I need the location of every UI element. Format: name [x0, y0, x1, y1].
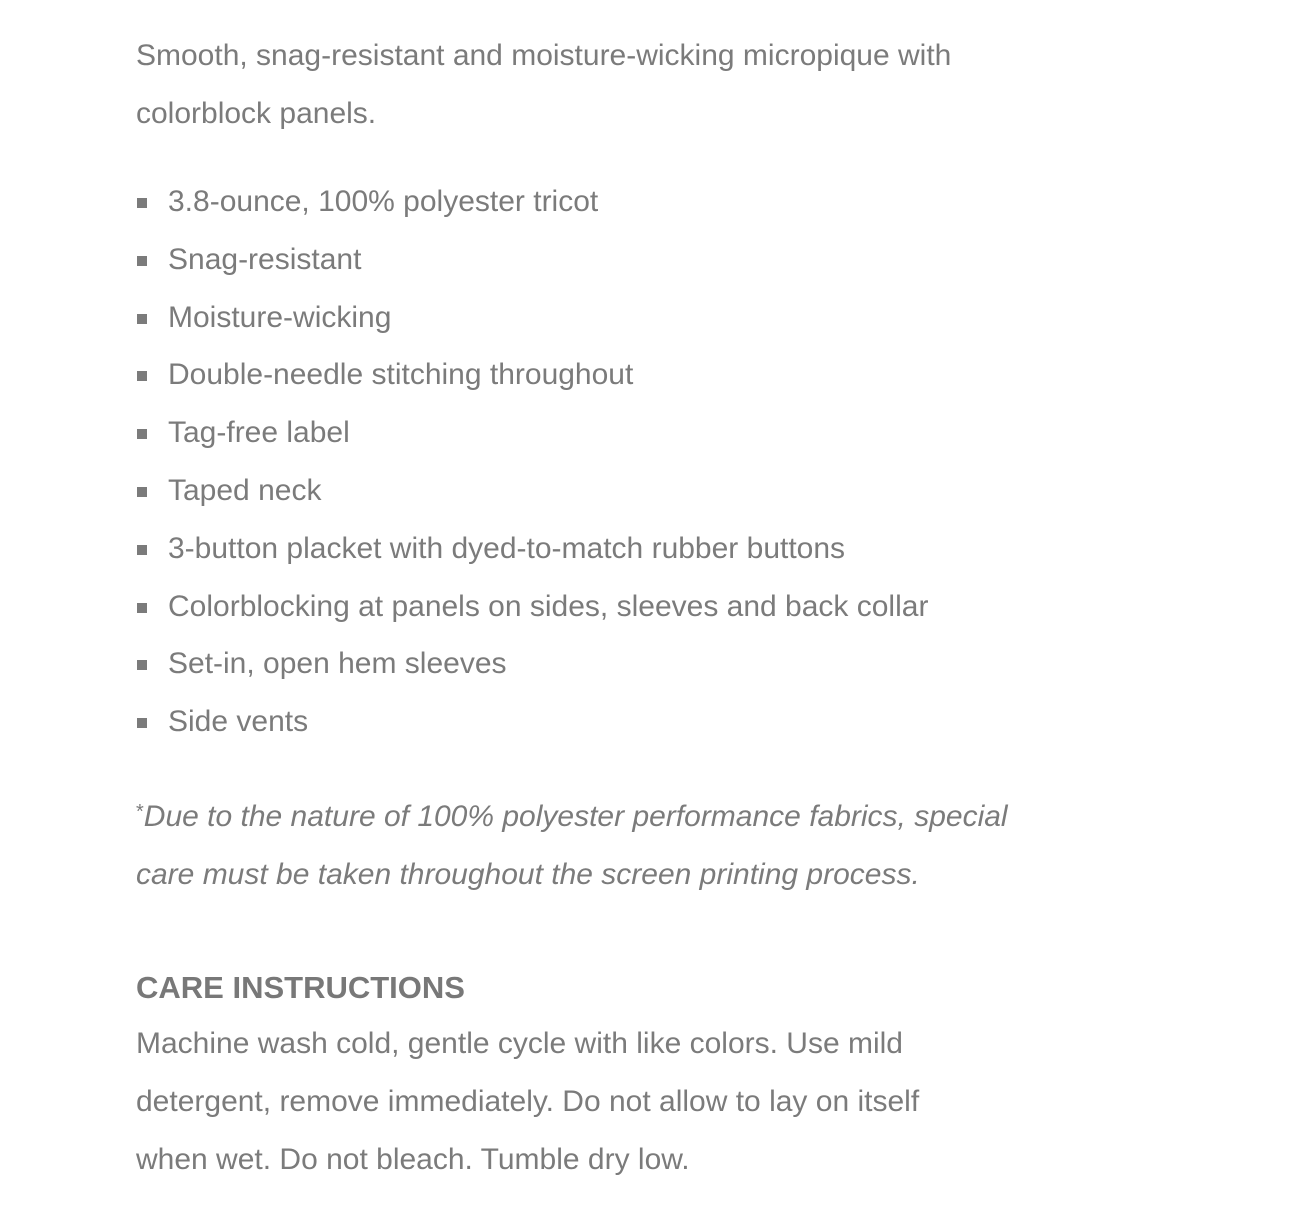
feature-text: Snag-resistant [168, 242, 362, 276]
square-bullet-icon [137, 314, 147, 324]
list-item [136, 520, 928, 578]
list-item [136, 635, 928, 693]
feature-text: 3.8-ounce, 100% polyester tricot [168, 185, 599, 218]
note-asterisk: * [136, 801, 144, 823]
product-description [136, 27, 1036, 1176]
list-item [136, 462, 928, 520]
list-item [136, 173, 928, 231]
feature-text: Taped neck [168, 473, 322, 507]
square-bullet-icon [137, 487, 147, 497]
square-bullet-icon [137, 256, 147, 266]
feature-text: Double-needle stitching throughout [168, 358, 634, 392]
feature-text: Set-in, open hem sleeves [168, 647, 507, 681]
square-bullet-icon [137, 660, 147, 670]
list-item [136, 404, 928, 462]
feature-text: Colorblocking at panels on sides, sleeves and back collar [168, 589, 929, 623]
square-bullet-icon [137, 603, 147, 613]
care-instructions-heading: CARE INSTRUCTIONS [136, 970, 465, 1005]
square-bullet-icon [137, 545, 147, 555]
feature-text: Tag-free label [168, 416, 350, 450]
list-item [136, 289, 928, 347]
feature-text: Side vents [168, 705, 309, 739]
care-instructions-text: Machine wash cold, gentle cycle with like colors. Use mild detergent, remove immediately. Do not allow to lay on itself when wet. Do not bleach. Tumble dry low. [136, 1027, 920, 1176]
square-bullet-icon [137, 198, 147, 208]
list-item [136, 693, 928, 751]
square-bullet-icon [137, 718, 147, 728]
printing-note [136, 783, 1036, 904]
intro-paragraph: Smooth, snag-resistant and moisture-wicking micropique with colorblock panels. [136, 39, 952, 130]
feature-text: Moisture-wicking [168, 300, 392, 334]
feature-list [136, 173, 928, 751]
note-text: Due to the nature of 100% polyester performance fabrics, special care must be taken throughout the screen printing process. [136, 800, 1008, 891]
list-item [136, 346, 928, 404]
square-bullet-icon [137, 429, 147, 439]
square-bullet-icon [137, 371, 147, 381]
list-item [136, 578, 928, 636]
feature-text: 3-button placket with dyed-to-match rubber buttons [168, 531, 846, 565]
list-item [136, 231, 928, 289]
